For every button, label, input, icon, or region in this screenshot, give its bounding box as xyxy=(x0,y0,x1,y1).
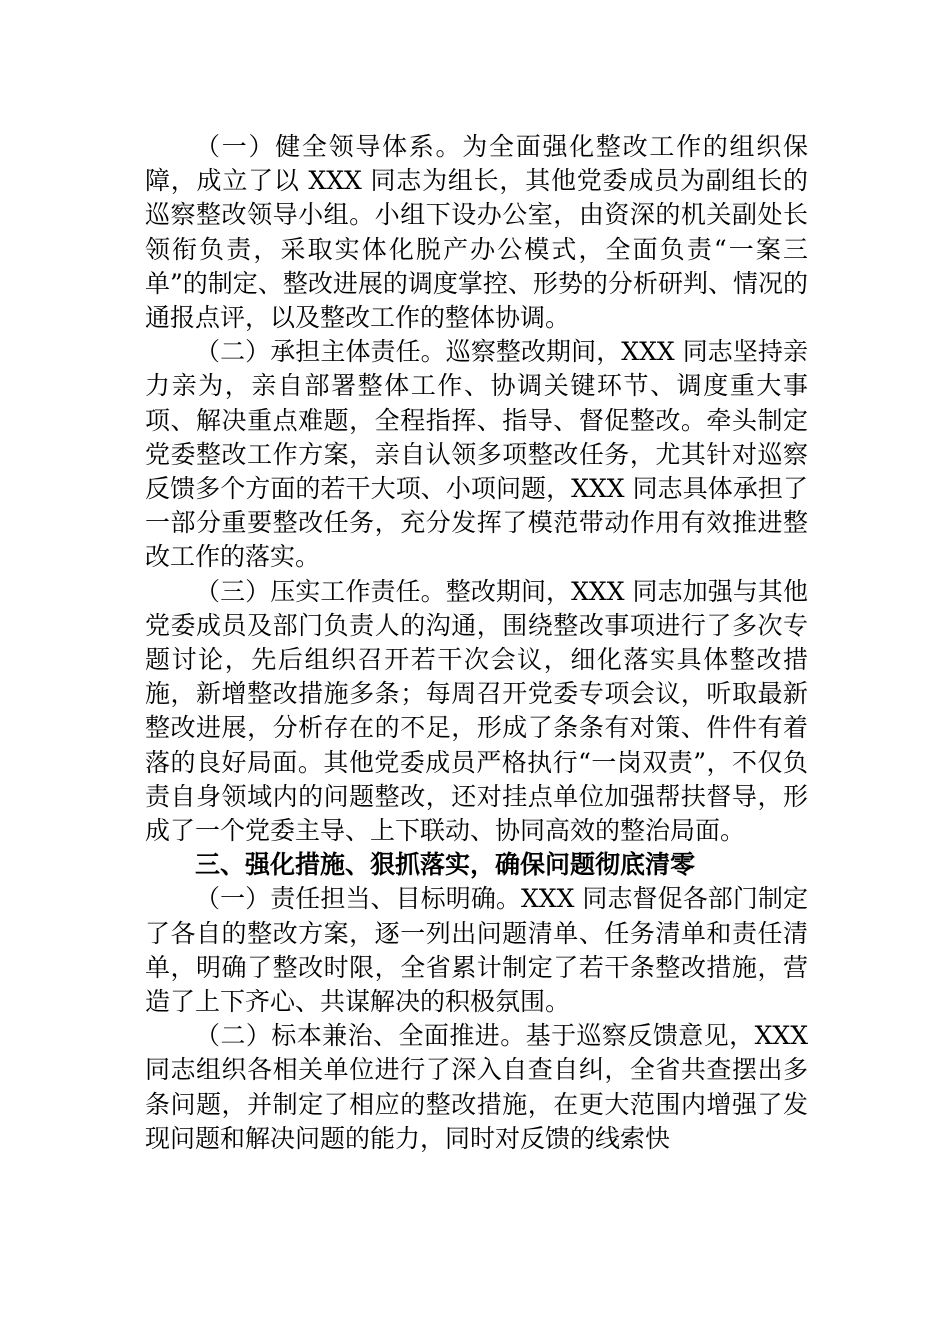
paragraph-main-responsibility: （二）承担主体责任。巡察整改期间，XXX 同志坚持亲力亲为，亲自部署整体工作、协调关键环节、调度重大事项、解决重点难题，全程指挥、指导、督促整改。牵头制定党委整改工作方案，亲自认领多项整改任务，尤其针对巡察反馈多个方面的若干大项、小项问题，XXX 同志具体承担了一部分重要整改任务，充分发挥了模范带动作用有效推进整改工作的落实。 xyxy=(145,337,808,572)
section-heading: 三、强化措施、狠抓落实，确保问题彻底清零 xyxy=(195,850,696,880)
document-body xyxy=(145,130,808,1156)
paragraph-clear-goals: （一）责任担当、目标明确。XXX 同志督促各部门制定了各自的整改方案，逐一列出问题清单、任务清单和责任清单，明确了整改时限，全省累计制定了若干条整改措施，营造了上下齐心、共谋解决的积极氛围。 xyxy=(145,884,808,1017)
paragraph-work-responsibility: （三）压实工作责任。整改期间，XXX 同志加强与其他党委成员及部门负责人的沟通，围绕整改事项进行了多次专题讨论，先后组织召开若干次会议，细化落实具体整改措施，新增整改措施多条；每周召开党委专项会议，听取最新整改进展，分析存在的不足，形成了条条有对策、件件有着落的良好局面。其他党委成员严格执行“一岗双责”，不仅负责自身领域内的问题整改，还对挂点单位加强帮扶督导，形成了一个党委主导、上下联动、协同高效的整治局面。 xyxy=(145,576,808,846)
paragraph-leadership-system: （一）健全领导体系。为全面强化整改工作的组织保障，成立了以 XXX 同志为组长，其他党委成员为副组长的巡察整改领导小组。小组下设办公室，由资深的机关副处长领衔负责，采取实体化脱产办公模式，全面负责“一案三单”的制定、整改进展的调度掌控、形势的分析研判、情况的通报点评，以及整改工作的整体协调。 xyxy=(145,132,808,333)
paragraph-comprehensive-advance: （二）标本兼治、全面推进。基于巡察反馈意见，XXX 同志组织各相关单位进行了深入自查自纠，全省共查摆出多条问题，并制定了相应的整改措施，在更大范围内增强了发现问题和解决问题的能力，同时对反馈的线索快 xyxy=(145,1021,808,1153)
